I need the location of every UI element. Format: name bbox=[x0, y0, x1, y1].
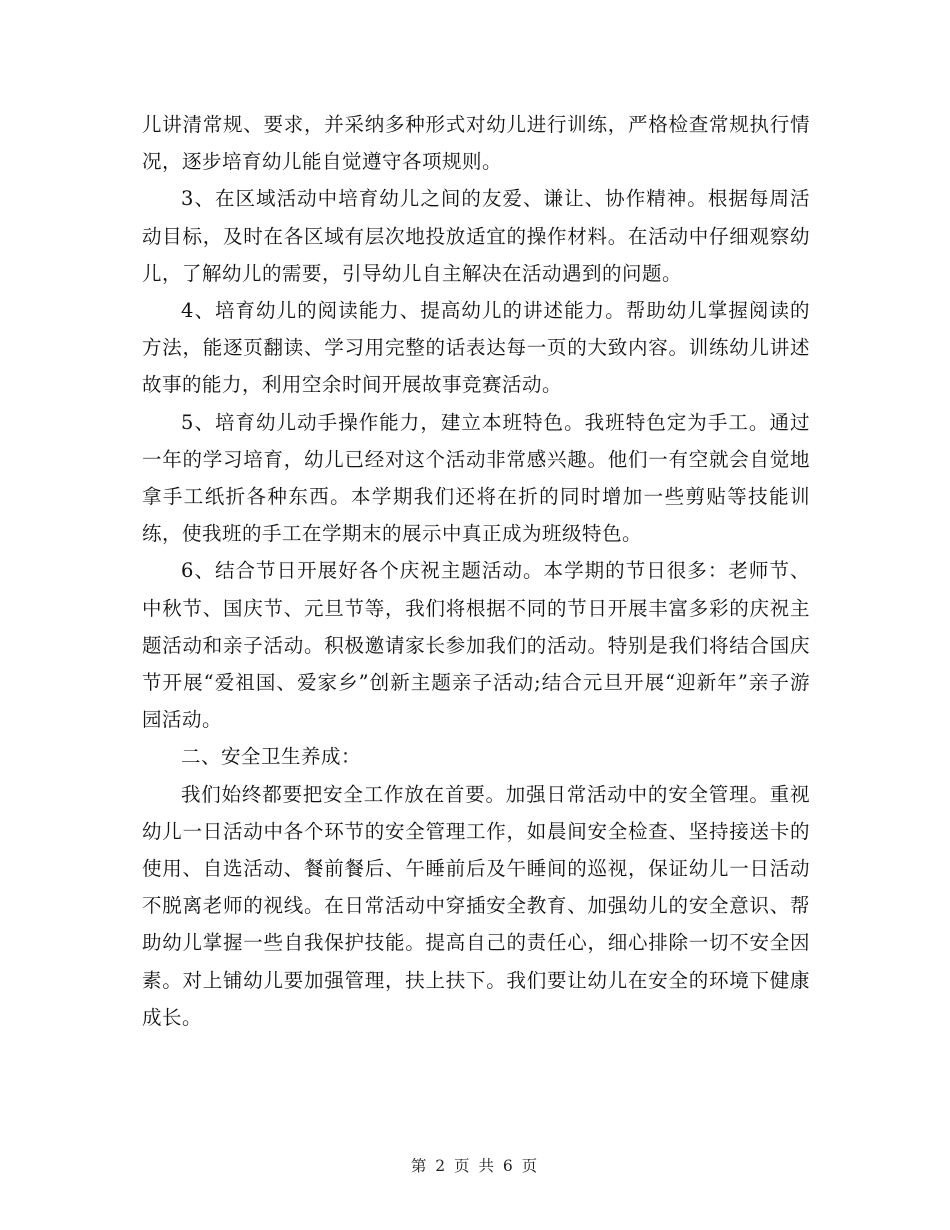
section-heading-safety: 二、安全卫生养成： bbox=[181, 745, 362, 769]
paragraph-item-6: 6、结合节日开展好各个庆祝主题活动。本学期的节日很多：老师节、中秋节、国庆节、元旦节等，我们将根据不同的节日开展丰富多彩的庆祝主题活动和亲子活动。积极邀请家长参加我们的活动。特别是我们将结合国庆节开展“爱祖国、爱家乡”创新主题亲子活动;结合元旦开展“迎新年”亲子游园活动。 bbox=[142, 559, 810, 732]
paragraph-safety: 我们始终都要把安全工作放在首要。加强日常活动中的安全管理。重视幼儿一日活动中各个环节的安全管理工作，如晨间安全检查、坚持接送卡的使用、自选活动、餐前餐后、午睡前后及午睡间的巡视，保证幼儿一日活动不脱离老师的视线。在日常活动中穿插安全教育、加强幼儿的安全意识、帮助幼儿掌握一些自我保护技能。提高自己的责任心，细心排除一切不安全因素。对上铺幼儿要加强管理，扶上扶下。我们要让幼儿在安全的环境下健康成长。 bbox=[142, 782, 810, 1029]
page-number-footer: 第 2 页 共 6 页 bbox=[410, 1157, 540, 1175]
paragraph-item-4: 4、培育幼儿的阅读能力、提高幼儿的讲述能力。帮助幼儿掌握阅读的方法，能逐页翻读、学习用完整的话表达每一页的大致内容。训练幼儿讲述故事的能力，利用空余时间开展故事竞赛活动。 bbox=[142, 299, 810, 397]
paragraph-item-3: 3、在区域活动中培育幼儿之间的友爱、谦让、协作精神。根据每周活动目标，及时在各区域有层次地投放适宜的操作材料。在活动中仔细观察幼儿，了解幼儿的需要，引导幼儿自主解决在活动遇到的问题。 bbox=[142, 187, 810, 285]
paragraph-item-5: 5、培育幼儿动手操作能力，建立本班特色。我班特色定为手工。通过一年的学习培育，幼儿已经对这个活动非常感兴趣。他们一有空就会自觉地拿手工纸折各种东西。本学期我们还将在折的同时增加一些剪贴等技能训练，使我班的手工在学期末的展示中真正成为班级特色。 bbox=[142, 410, 810, 546]
document-body bbox=[142, 106, 810, 1036]
paragraph-continuation: 儿讲清常规、要求，并采纳多种形式对幼儿进行训练，严格检查常规执行情况，逐步培育幼儿能自觉遵守各项规则。 bbox=[142, 113, 810, 174]
